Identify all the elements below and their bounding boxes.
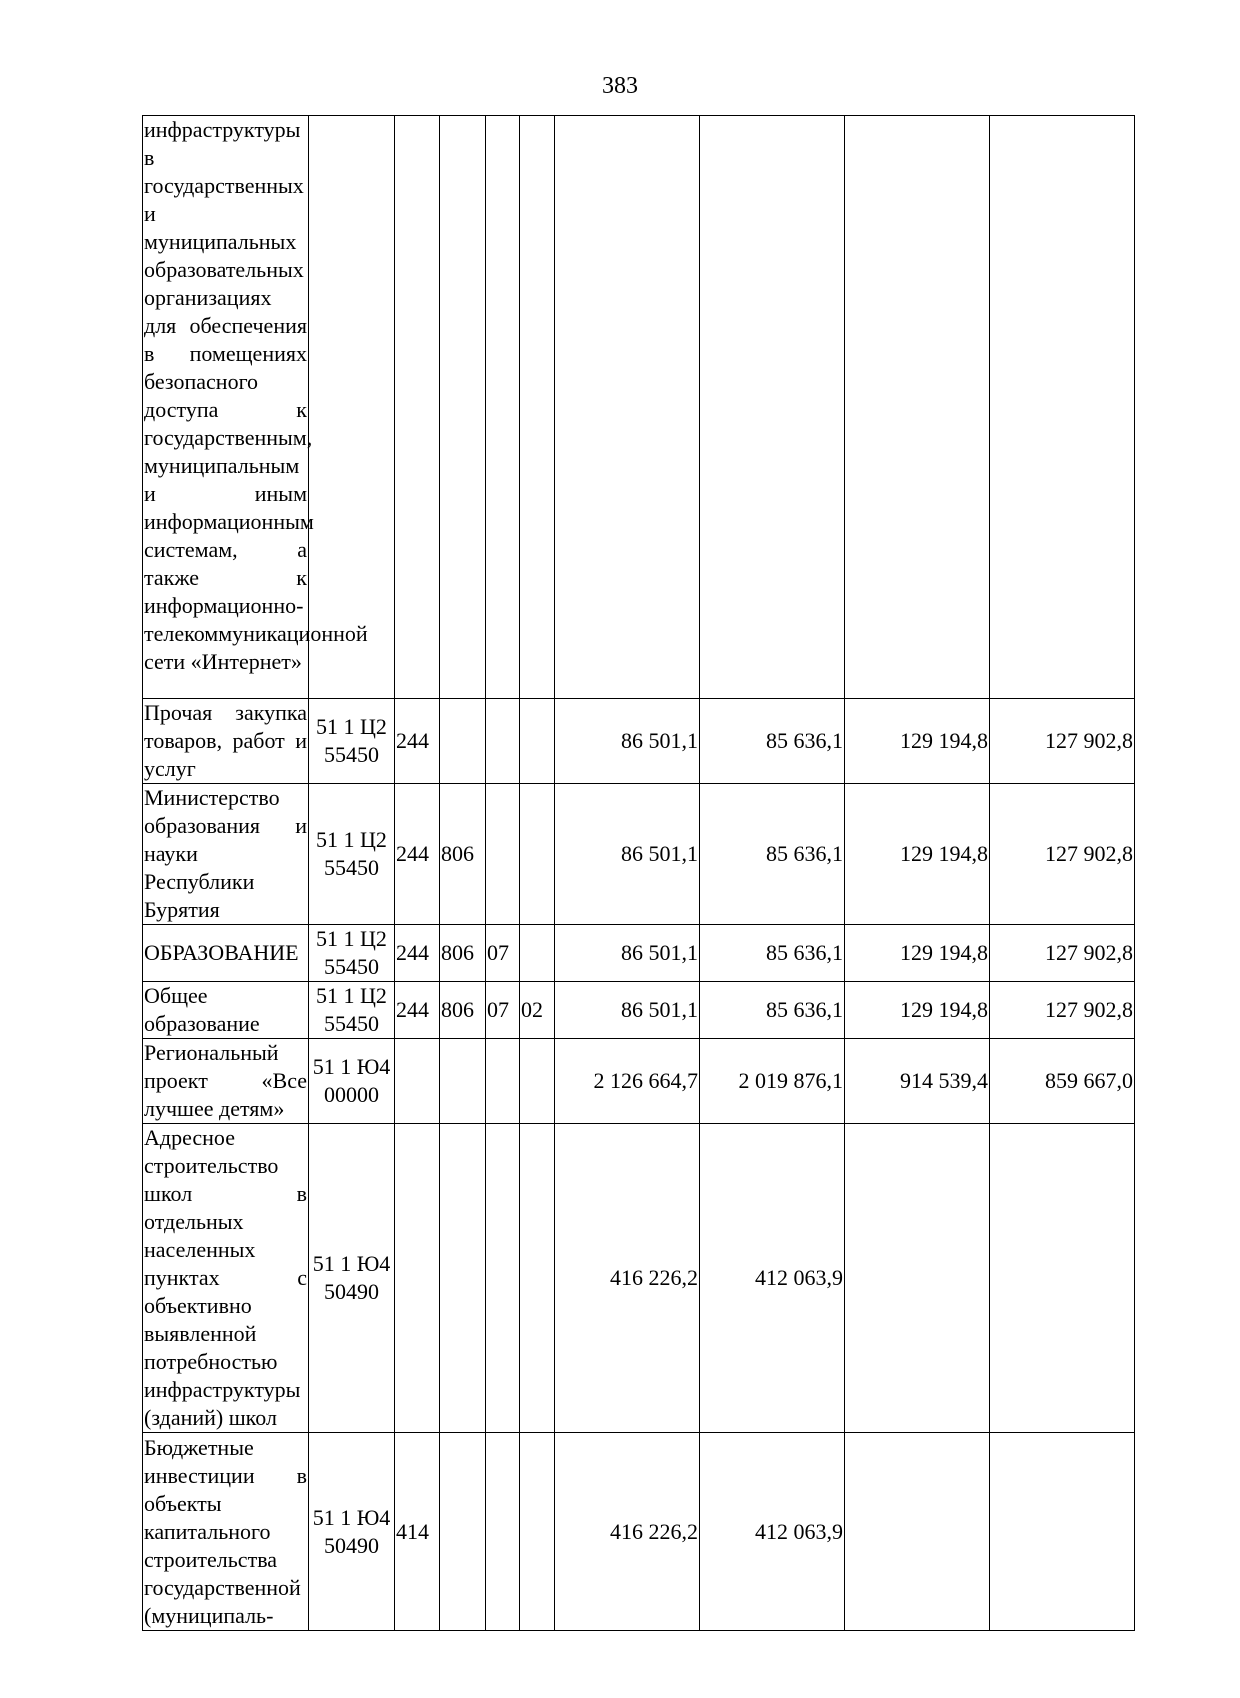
page-number: 383 xyxy=(602,73,638,99)
subsection-cell xyxy=(520,1433,555,1631)
section-cell: 07 xyxy=(486,925,520,982)
target-article-cell: 51 1 Ц2 55450 xyxy=(309,699,395,784)
amount-cell: 129 194,8 xyxy=(845,925,990,982)
target-article-cell: 51 1 Ю4 50490 xyxy=(309,1124,395,1433)
amount-cell: 2 126 664,7 xyxy=(555,1039,700,1124)
expense-type-cell: 244 xyxy=(395,982,440,1039)
target-article-cell xyxy=(309,116,395,699)
amount-cell: 859 667,0 xyxy=(990,1039,1135,1124)
amount-cell xyxy=(845,1124,990,1433)
target-article-cell: 51 1 Ю4 50490 xyxy=(309,1433,395,1631)
subsection-cell xyxy=(520,699,555,784)
section-cell xyxy=(486,1124,520,1433)
amount-cell xyxy=(990,1124,1135,1433)
amount-cell: 129 194,8 xyxy=(845,982,990,1039)
amount-cell: 86 501,1 xyxy=(555,699,700,784)
amount-cell: 86 501,1 xyxy=(555,784,700,925)
table-row xyxy=(143,1433,1135,1631)
table-row xyxy=(143,925,1135,982)
amount-cell: 2 019 876,1 xyxy=(700,1039,845,1124)
section-cell xyxy=(486,1433,520,1631)
amount-cell xyxy=(990,1433,1135,1631)
row-name: Министерство образования и науки Республики Бурятия xyxy=(143,784,309,925)
amount-cell: 85 636,1 xyxy=(700,925,845,982)
grbs-cell: 806 xyxy=(440,925,486,982)
expense-type-cell: 244 xyxy=(395,925,440,982)
amount-cell: 127 902,8 xyxy=(990,699,1135,784)
subsection-cell xyxy=(520,1124,555,1433)
section-cell xyxy=(486,784,520,925)
grbs-cell xyxy=(440,116,486,699)
expense-type-cell: 244 xyxy=(395,784,440,925)
grbs-cell xyxy=(440,1433,486,1631)
section-cell xyxy=(486,1039,520,1124)
amount-cell xyxy=(845,116,990,699)
amount-cell: 412 063,9 xyxy=(700,1433,845,1631)
amount-cell: 416 226,2 xyxy=(555,1433,700,1631)
grbs-cell xyxy=(440,1039,486,1124)
subsection-cell: 02 xyxy=(520,982,555,1039)
grbs-cell: 806 xyxy=(440,784,486,925)
amount-cell: 127 902,8 xyxy=(990,925,1135,982)
amount-cell: 412 063,9 xyxy=(700,1124,845,1433)
amount-cell xyxy=(700,116,845,699)
amount-cell: 86 501,1 xyxy=(555,925,700,982)
section-cell xyxy=(486,699,520,784)
row-name: Общее образование xyxy=(143,982,309,1039)
grbs-cell: 806 xyxy=(440,982,486,1039)
target-article-cell: 51 1 Ц2 55450 xyxy=(309,982,395,1039)
amount-cell: 86 501,1 xyxy=(555,982,700,1039)
expense-type-cell xyxy=(395,1124,440,1433)
grbs-cell xyxy=(440,699,486,784)
amount-cell: 914 539,4 xyxy=(845,1039,990,1124)
row-name: ОБРАЗОВАНИЕ xyxy=(143,925,309,982)
row-name: Прочая закупка товаров, работ и услуг xyxy=(143,699,309,784)
section-cell xyxy=(486,116,520,699)
amount-cell: 127 902,8 xyxy=(990,784,1135,925)
budget-table xyxy=(142,115,1135,1631)
target-article-cell: 51 1 Ю4 00000 xyxy=(309,1039,395,1124)
section-cell: 07 xyxy=(486,982,520,1039)
row-name: Адресное строительство школ в отдельных населенных пунктах с объективно выявленной потребностью инфраструктуры (зданий) школ xyxy=(143,1124,309,1433)
row-name: Бюджетные инвестиции в объекты капитального строительства государственной (муниципаль- xyxy=(143,1433,309,1631)
amount-cell xyxy=(990,116,1135,699)
amount-cell: 127 902,8 xyxy=(990,982,1135,1039)
row-name: Региональный проект «Все лучшее детям» xyxy=(143,1039,309,1124)
subsection-cell xyxy=(520,925,555,982)
amount-cell xyxy=(845,1433,990,1631)
expense-type-cell: 244 xyxy=(395,699,440,784)
table-row xyxy=(143,784,1135,925)
expense-type-cell xyxy=(395,116,440,699)
row-name: инфраструктуры в государственных и муниципальных образовательных организациях для обеспечения в помещениях безопасного доступа к государственным, муниципальным и иным информационным системам, а также к информационно-телекоммуникационной сети «Интернет» xyxy=(143,116,309,699)
table-row xyxy=(143,1039,1135,1124)
table-row xyxy=(143,1124,1135,1433)
table-row xyxy=(143,116,1135,699)
subsection-cell xyxy=(520,784,555,925)
expense-type-cell xyxy=(395,1039,440,1124)
table-row xyxy=(143,699,1135,784)
amount-cell xyxy=(555,116,700,699)
subsection-cell xyxy=(520,1039,555,1124)
target-article-cell: 51 1 Ц2 55450 xyxy=(309,925,395,982)
subsection-cell xyxy=(520,116,555,699)
amount-cell: 85 636,1 xyxy=(700,982,845,1039)
grbs-cell xyxy=(440,1124,486,1433)
amount-cell: 129 194,8 xyxy=(845,699,990,784)
amount-cell: 85 636,1 xyxy=(700,699,845,784)
table-row xyxy=(143,982,1135,1039)
target-article-cell: 51 1 Ц2 55450 xyxy=(309,784,395,925)
amount-cell: 129 194,8 xyxy=(845,784,990,925)
amount-cell: 416 226,2 xyxy=(555,1124,700,1433)
amount-cell: 85 636,1 xyxy=(700,784,845,925)
expense-type-cell: 414 xyxy=(395,1433,440,1631)
